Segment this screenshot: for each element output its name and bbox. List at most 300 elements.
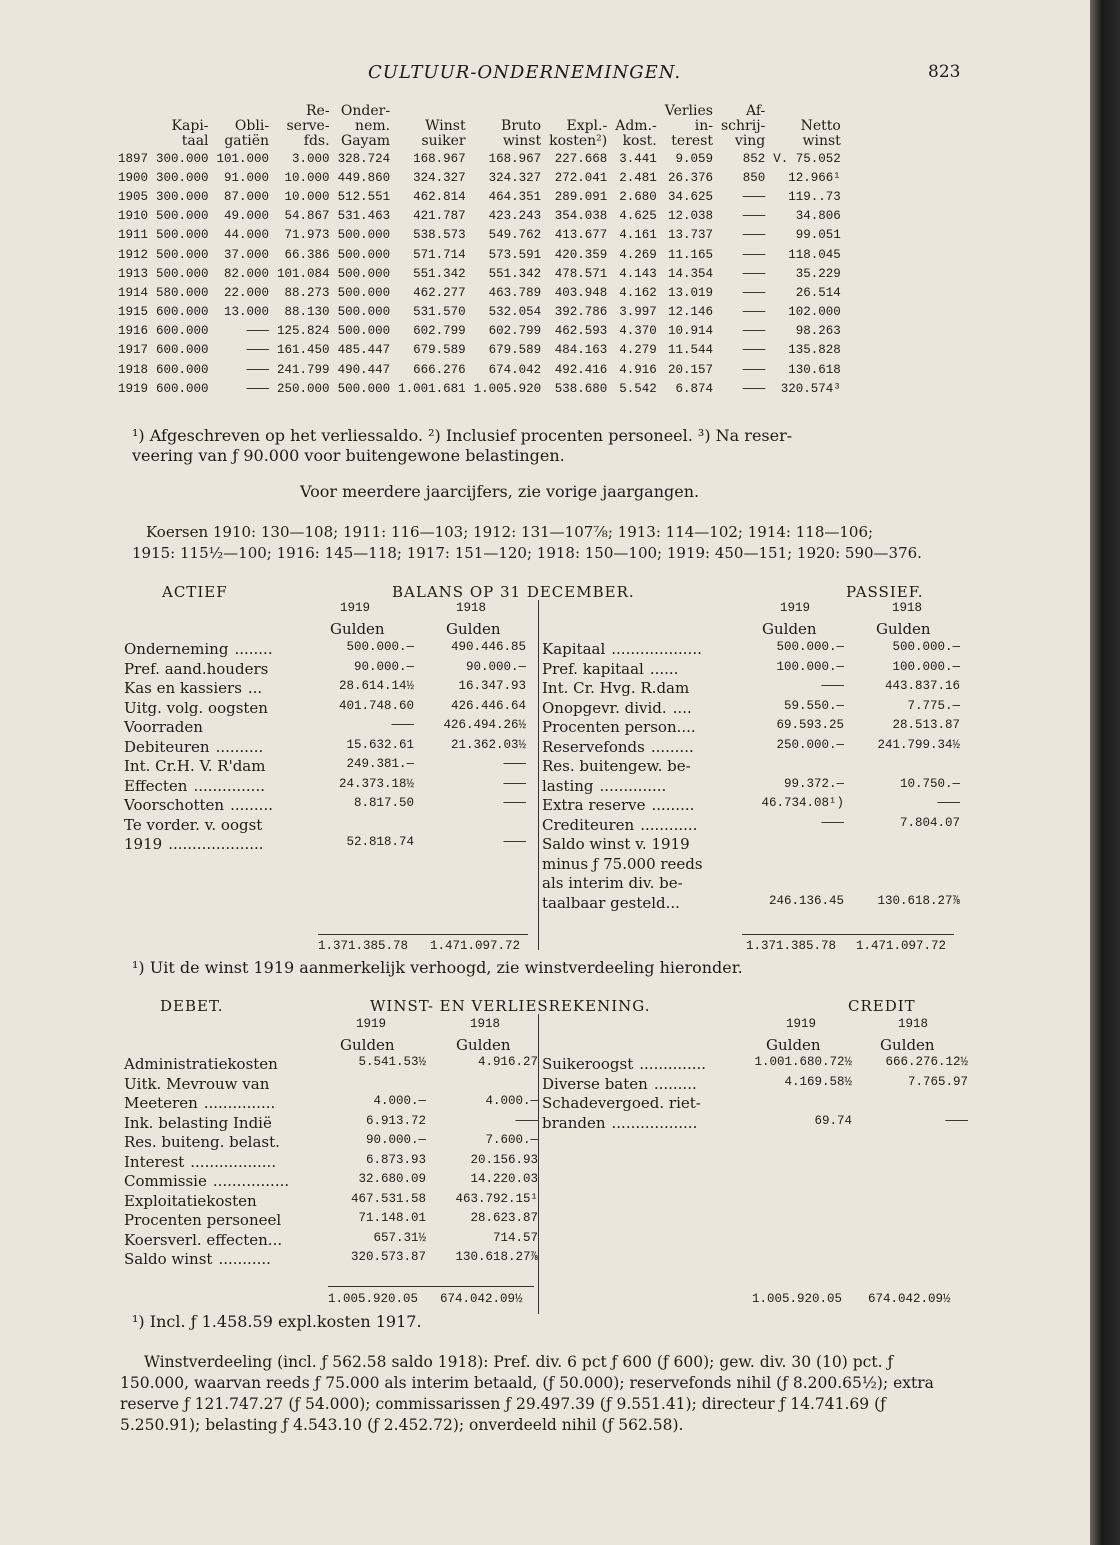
stats-value-cell: 500.000 [156,228,209,243]
stats-value-cell: 421.787 [413,209,466,224]
debet-row-value-1918: 463.792.15¹ [455,1191,538,1206]
passief-row-label-text: Procenten person.... [542,718,696,736]
stats-value-cell: 20.157 [667,362,713,377]
stats-value-cell: 4.370 [619,324,657,339]
winst-total-right-1919: 1.005.920.05 [752,1292,843,1306]
stats-row [118,264,845,283]
winst-right-title: CREDIT [848,997,916,1015]
actief-row-value-1919: 24.373.18½ [338,776,414,791]
stats-value-cell: 666.276 [413,362,466,377]
debet-row [124,1114,542,1134]
stats-value-cell: 71.973 [284,228,330,243]
passief-row-value-1919: 500.000.— [776,640,844,654]
actief-row-value-1918: 426.446.64 [450,698,526,713]
stats-value-cell: 320.574³ [780,381,841,396]
stats-value-cell: 4.916 [619,362,657,377]
stats-value-cell: 102.000 [788,305,841,320]
stats-value-cell: ——— [742,381,766,396]
stats-value-cell: 500.000 [156,247,209,262]
stats-value-cell: ——— [742,247,766,262]
credit-row [542,1055,972,1075]
stats-column-header-line: taal [181,133,209,149]
stats-column-header [334,104,395,149]
stats-row [118,360,845,379]
stats-value-cell: 4.625 [619,209,657,224]
actief-row-leader-dots: ........ [234,640,273,658]
actief-row-value-1919: 52.818.74 [346,835,414,849]
winst-left-year-1918: 1918 [470,1017,501,1031]
credit-row-value-1919: 69.74 [814,1113,852,1128]
passief-row-label-text: lasting [542,776,594,795]
passief-row-leader-dots: ......... [651,796,695,814]
credit-row-value-1919 [748,1094,856,1114]
balans-divider [538,600,539,950]
debet-row-label [124,1153,330,1173]
stats-value-cell: 392.786 [554,305,608,320]
actief-row-label-text: Onderneming [124,640,229,658]
debet-row-label [124,1192,330,1212]
stats-value-cell: ——— [246,362,270,377]
stats-value-cell: 354.038 [554,209,608,224]
debet-row-leader-dots: ............... [203,1094,276,1112]
balans-right-unit-1919: Gulden [762,620,817,638]
stats-column-header-line: Winst [425,118,466,134]
stats-value-cell: 119..73 [788,189,841,204]
passief-row-label-text: Kapitaal [542,640,606,658]
passief-row [542,738,964,758]
stats-value-cell: ——— [246,381,270,396]
passief-row [542,835,964,855]
stats-value-cell: 679.589 [413,343,466,358]
debet-row-value-1919 [330,1075,430,1095]
debet-row [124,1172,542,1192]
winst-right-unit-1919: Gulden [766,1036,821,1054]
stats-value-cell: 289.091 [554,189,608,204]
stats-value-cell: ——— [742,362,766,377]
balans-left-title: ACTIEF [162,583,228,601]
stats-value-cell: 600.000 [156,343,209,358]
actief-row [124,796,530,816]
credit-row-value-1919: 4.169.58½ [784,1074,852,1089]
actief-row-label-text: Effecten [124,776,188,795]
stats-year-cell: 1905 [118,189,149,204]
debet-row-label-text: Uitk. Mevrouw van [124,1074,270,1093]
stats-footnote-2: veering van ƒ 90.000 voor buitengewone belastingen. [132,446,565,465]
debet-row-label [124,1094,330,1114]
stats-value-cell: ——— [742,305,766,320]
passief-row-value-1918: ——— [937,796,960,810]
passief-row-value-1918: 7.775.— [907,698,960,713]
debet-row [124,1094,542,1114]
balans-left-sum-rule [318,934,528,935]
credit-row-label [542,1114,748,1134]
stats-value-cell: ——— [742,266,766,281]
winst-right-year-1918: 1918 [898,1017,929,1031]
stats-value-cell: 531.570 [413,305,466,320]
passief-row-label-text: Extra reserve [542,796,646,814]
koersen-line-2: 1915: 115½—100; 1916: 145—118; 1917: 151—120; 1918: 150—100; 1919: 450—151; 1920: 590—376. [132,544,922,562]
passief-row-label [542,894,748,914]
stats-value-cell: ——— [742,285,766,300]
balans-footnote: ¹) Uit de winst 1919 aanmerkelijk verhoogd, zie winstverdeeling hieronder. [132,958,743,977]
stats-column-header [470,104,546,149]
actief-row-label [124,816,330,836]
actief-row-label [124,640,330,660]
stats-value-cell: 12.966¹ [788,170,841,185]
winst-total-right-1918: 674.042.09½ [868,1292,951,1306]
stats-value-cell: 26.376 [667,170,713,185]
stats-value-cell: 484.163 [554,343,608,358]
balans-right-year-1919: 1919 [780,601,811,615]
balans-left-year-1918: 1918 [456,601,487,615]
stats-value-cell: 600.000 [156,324,209,339]
stats-column-header-line: Bruto [501,118,542,134]
passief-row-label [542,679,748,699]
debet-row-label-text: Saldo winst [124,1250,213,1268]
stats-value-cell: 1.001.681 [398,381,466,396]
credit-row-label [542,1055,748,1075]
stats-row [118,168,845,187]
stats-column-header-line: in- [694,118,713,134]
actief-row-label-text: Kas en kassiers [124,679,242,697]
stats-value-cell: 3.000 [292,151,330,166]
stats-value-cell: 26.514 [795,285,841,300]
book-spine-shadow [1090,0,1120,1545]
stats-value-cell: 10.914 [667,324,713,339]
passief-row-value-1919: 69.593.25 [776,718,844,732]
stats-value-cell: 573.591 [488,247,542,262]
passief-row-label-text: als interim div. be- [542,874,683,892]
stats-value-cell: 98.263 [795,324,841,339]
stats-column-header-line: nem. [355,118,391,134]
passief-row-value-1919: 100.000.— [776,659,844,674]
stats-value-cell: 850 [742,170,766,185]
debet-row-label [124,1114,330,1134]
stats-value-cell: 168.967 [413,151,466,166]
passief-row-value-1918: 130.618.27⅞ [877,893,960,908]
passief-row-value-1919 [748,835,848,855]
stats-row [118,283,845,302]
credit-row-value-1918 [856,1094,972,1114]
passief-row [542,894,964,914]
stats-value-cell: 161.450 [277,343,330,358]
passief-row-label-text: Saldo winst v. 1919 [542,835,690,853]
stats-value-cell: 66.386 [284,247,330,262]
winst-left-title: DEBET. [160,997,224,1015]
passief-row-label-text: Crediteuren [542,815,635,834]
debet-row-leader-dots: .................. [190,1152,277,1171]
stats-value-cell: 37.000 [224,247,270,262]
actief-row-leader-dots: ......... [230,796,273,814]
actief-row-label-text: Uitg. volg. oogsten [124,698,268,717]
stats-column-header-line [122,134,148,149]
credit-row-label [542,1075,748,1095]
stats-row [118,341,845,360]
passief-row-value-1919: 246.136.45 [768,893,844,908]
stats-value-cell: 4.279 [619,343,657,358]
stats-row [118,379,845,398]
debet-row-label-text: Ink. belasting Indië [124,1113,272,1132]
stats-year-cell: 1913 [118,266,149,281]
actief-row-value-1919 [330,816,418,836]
stats-row [118,207,845,226]
stats-value-cell: 88.130 [284,305,330,320]
stats-value-cell: 99.051 [795,228,841,243]
passief-row-label-text: Pref. kapitaal [542,659,644,678]
debet-row [124,1153,542,1173]
stats-value-cell: 135.828 [788,343,841,358]
stats-year-cell: 1897 [118,151,149,166]
stats-value-cell: 532.054 [488,305,542,320]
actief-row [124,816,530,836]
debet-row-label-text: Koersverl. effecten... [124,1230,283,1249]
stats-column-header [545,104,611,149]
credit-row-value-1918: 666.276.12½ [885,1055,968,1069]
stats-value-cell: 492.416 [554,362,608,377]
balans-total-right-1919: 1.371.385.78 [746,939,837,953]
stats-value-cell: 88.273 [284,285,330,300]
passief-row-label-text: Int. Cr. Hvg. R.dam [542,679,690,697]
debet-row-label [124,1075,330,1095]
debet-table [124,1055,542,1270]
stats-value-cell: 852 [742,151,766,166]
stats-value-cell: 91.000 [224,170,270,185]
debet-row-value-1919: 6.873.93 [365,1152,426,1167]
stats-value-cell: 500.000 [337,305,391,320]
stats-value-cell: ——— [246,324,270,339]
stats-column-header-line: Kapi- [171,118,209,134]
stats-value-cell: 403.948 [554,285,608,300]
stats-value-cell: 10.000 [284,189,330,204]
stats-value-cell: 551.342 [413,266,466,281]
passief-row [542,660,964,680]
running-title: CULTUUR-ONDERNEMINGEN. [368,62,682,83]
stats-value-cell: 87.000 [224,189,270,204]
actief-row-value-1919: ——— [391,718,414,732]
credit-row-leader-dots: .................. [611,1113,698,1132]
yearly-stats-table [118,104,845,398]
stats-value-cell: 300.000 [156,151,209,166]
stats-value-cell: 674.042 [488,362,542,377]
actief-row-label [124,757,330,777]
passief-row [542,777,964,797]
stats-column-header-line: kost. [622,133,657,149]
stats-column-header-line: winst [802,133,841,149]
debet-row [124,1075,542,1095]
passief-row-value-1919 [748,757,848,777]
actief-row-label [124,796,330,816]
passief-row-value-1919: 250.000.— [776,737,844,752]
passief-row [542,757,964,777]
stats-value-cell: 500.000 [156,266,209,281]
stats-value-cell: 485.447 [337,343,391,358]
passief-row-value-1918 [848,835,964,855]
debet-row [124,1133,542,1153]
stats-value-cell: 600.000 [156,305,209,320]
stats-year-cell: 1911 [118,228,149,243]
stats-column-header-line: Netto [800,118,841,134]
stats-value-cell: 4.269 [619,247,657,262]
stats-value-cell: 602.799 [413,324,466,339]
credit-row-label-text: branden [542,1113,606,1132]
actief-row-label [124,835,330,855]
passief-row-label-text: Onopgevr. divid. [542,698,667,717]
passief-row-label-text: taalbaar gesteld... [542,893,680,912]
actief-row-value-1919: 8.817.50 [353,796,414,810]
debet-row-label-text: Res. buiteng. belast. [124,1133,280,1151]
passief-row-label [542,777,748,797]
actief-row-value-1918: ——— [503,776,526,791]
winst-right-year-1919: 1919 [786,1017,817,1031]
passief-row-leader-dots: ............ [640,815,698,834]
stats-value-cell: 49.000 [224,209,270,224]
balans-left-year-1919: 1919 [340,601,371,615]
stats-year-cell: 1914 [118,285,149,300]
passief-row-value-1919: 99.372.— [783,776,844,791]
actief-row [124,640,530,660]
actief-row-leader-dots: .......... [215,737,264,756]
debet-row-value-1919: 467.531.58 [350,1191,426,1206]
stats-row [118,226,845,245]
balans-total-left-1918: 1.471.097.72 [430,939,521,953]
stats-column-header-line: Verlies [664,103,713,119]
stats-value-cell: 272.041 [554,170,608,185]
stats-column-header-line [217,104,270,119]
stats-year-cell: 1912 [118,247,149,262]
stats-value-cell: 14.354 [667,266,713,281]
stats-value-cell: 500.000 [337,381,391,396]
stats-column-header [769,104,845,149]
debet-row-value-1918: 14.220.03 [470,1172,538,1186]
credit-row-value-1918: 7.765.97 [907,1074,968,1089]
vorige-jaargangen-note: Voor meerdere jaarcijfers, zie vorige jaargangen. [300,482,700,501]
actief-row-value-1918: 90.000.— [465,659,526,674]
passief-row-value-1918: 10.750.— [899,776,960,791]
actief-row-value-1918: 16.347.93 [458,679,526,693]
actief-row-label [124,718,330,738]
debet-row-value-1919: 4.000.— [373,1094,426,1108]
stats-value-cell: ——— [742,189,766,204]
credit-row [542,1114,972,1134]
stats-value-cell: 538.680 [554,381,608,396]
actief-row-label-text: Pref. aand.houders [124,659,269,678]
stats-value-cell: ——— [246,343,270,358]
debet-row-value-1919: 5.541.53½ [358,1055,426,1069]
stats-value-cell: 413.677 [554,228,608,243]
stats-value-cell: 324.327 [413,170,466,185]
debet-row-value-1918: 28.623.87 [470,1211,538,1225]
stats-value-cell: 423.243 [488,209,542,224]
stats-value-cell: 538.573 [413,228,466,243]
koersen-paragraph [132,522,962,564]
debet-row [124,1231,542,1251]
debet-row-label [124,1211,330,1231]
stats-value-cell: 250.000 [277,381,330,396]
debet-row-leader-dots: ........... [218,1250,271,1268]
stats-value-cell: 4.162 [619,285,657,300]
balans-right-year-1918: 1918 [892,601,923,615]
stats-value-cell: 4.161 [619,228,657,243]
debet-row [124,1250,542,1270]
winstverdeeling-text: Winstverdeeling (incl. ƒ 562.58 saldo 1918): Pref. div. 6 pct ƒ 600 (ƒ 600); gew. div. 30 (10) pct. ƒ 150.000, waarvan reeds ƒ 75.000 als interim betaald, (ƒ 50.000); reservefonds nihil (ƒ 8.200.65½); extra reserve ƒ 121.747.27 (ƒ 54.000); commissarissen ƒ 29.497.39 (ƒ 9.551.41); directeur ƒ 14.741.69 (ƒ 5.250.91); belasting ƒ 4.543.10 (ƒ 2.452.72); onverdeeld nihil (ƒ 562.58). [120,1353,934,1434]
stats-value-cell: ——— [742,228,766,243]
stats-value-cell: 531.463 [337,209,391,224]
stats-column-header-line [773,104,841,119]
actief-row-value-1919: 90.000.— [353,659,414,674]
stats-row [118,149,845,168]
stats-value-cell: 462.277 [413,285,466,300]
actief-row-label [124,679,330,699]
actief-row-label [124,660,330,680]
stats-header-row [118,104,845,149]
stats-value-cell: 580.000 [156,285,209,300]
stats-row [118,245,845,264]
passief-row-value-1918 [848,874,964,894]
debet-row-label [124,1250,330,1270]
passief-row-leader-dots: .............. [599,776,667,795]
actief-row [124,835,530,855]
stats-value-cell: 300.000 [156,189,209,204]
actief-row-leader-dots: ... [247,679,263,697]
stats-value-cell: 35.229 [795,266,841,281]
passief-row [542,718,964,738]
stats-value-cell: 490.447 [337,362,391,377]
stats-column-header-line: terest [671,133,713,149]
stats-value-cell: 10.000 [284,170,330,185]
stats-column-header-line: Af- [746,103,766,119]
actief-row-value-1919: 500.000.— [346,640,414,654]
stats-value-cell: 241.799 [277,362,330,377]
stats-value-cell: 462.814 [413,189,466,204]
passief-row-label-text: Res. buitengew. be- [542,757,691,775]
passief-row-value-1918: 241.799.34½ [877,737,960,752]
credit-row-label [542,1094,748,1114]
passief-row-leader-dots: ................... [611,640,702,658]
actief-row-value-1918 [418,816,530,836]
winst-right-unit-1918: Gulden [880,1036,935,1054]
stats-value-cell: 13.737 [667,228,713,243]
passief-row-value-1918 [848,855,964,875]
debet-row-label-text: Meeteren [124,1094,198,1112]
stats-value-cell: 449.860 [337,170,391,185]
stats-value-cell: 13.000 [224,305,270,320]
actief-row [124,660,530,680]
debet-row-label [124,1172,330,1192]
stats-column-header-line: schrij- [720,118,766,134]
stats-value-cell: 6.874 [675,381,713,396]
balans-total-left-1919: 1.371.385.78 [318,939,409,953]
actief-table [124,640,530,855]
stats-column-header-line: Gayam [341,133,391,149]
winst-left-unit-1918: Gulden [456,1036,511,1054]
debet-row [124,1192,542,1212]
passief-row-label [542,738,748,758]
page-number: 823 [928,62,961,82]
stats-column-header [213,104,274,149]
stats-value-cell: 227.668 [554,151,608,166]
actief-row-value-1919: 401.748.60 [338,698,414,713]
stats-value-cell: 324.327 [488,170,542,185]
stats-year-cell: 1917 [118,343,149,358]
passief-row-label-text: minus ƒ 75.000 reeds [542,854,703,873]
passief-row-value-1919 [748,855,848,875]
stats-value-cell: ——— [742,343,766,358]
debet-row [124,1211,542,1231]
stats-value-cell: 500.000 [337,228,391,243]
actief-row-value-1919: 15.632.61 [346,737,414,752]
passief-row-value-1918: 100.000.— [892,659,960,674]
stats-value-cell: 500.000 [337,266,391,281]
